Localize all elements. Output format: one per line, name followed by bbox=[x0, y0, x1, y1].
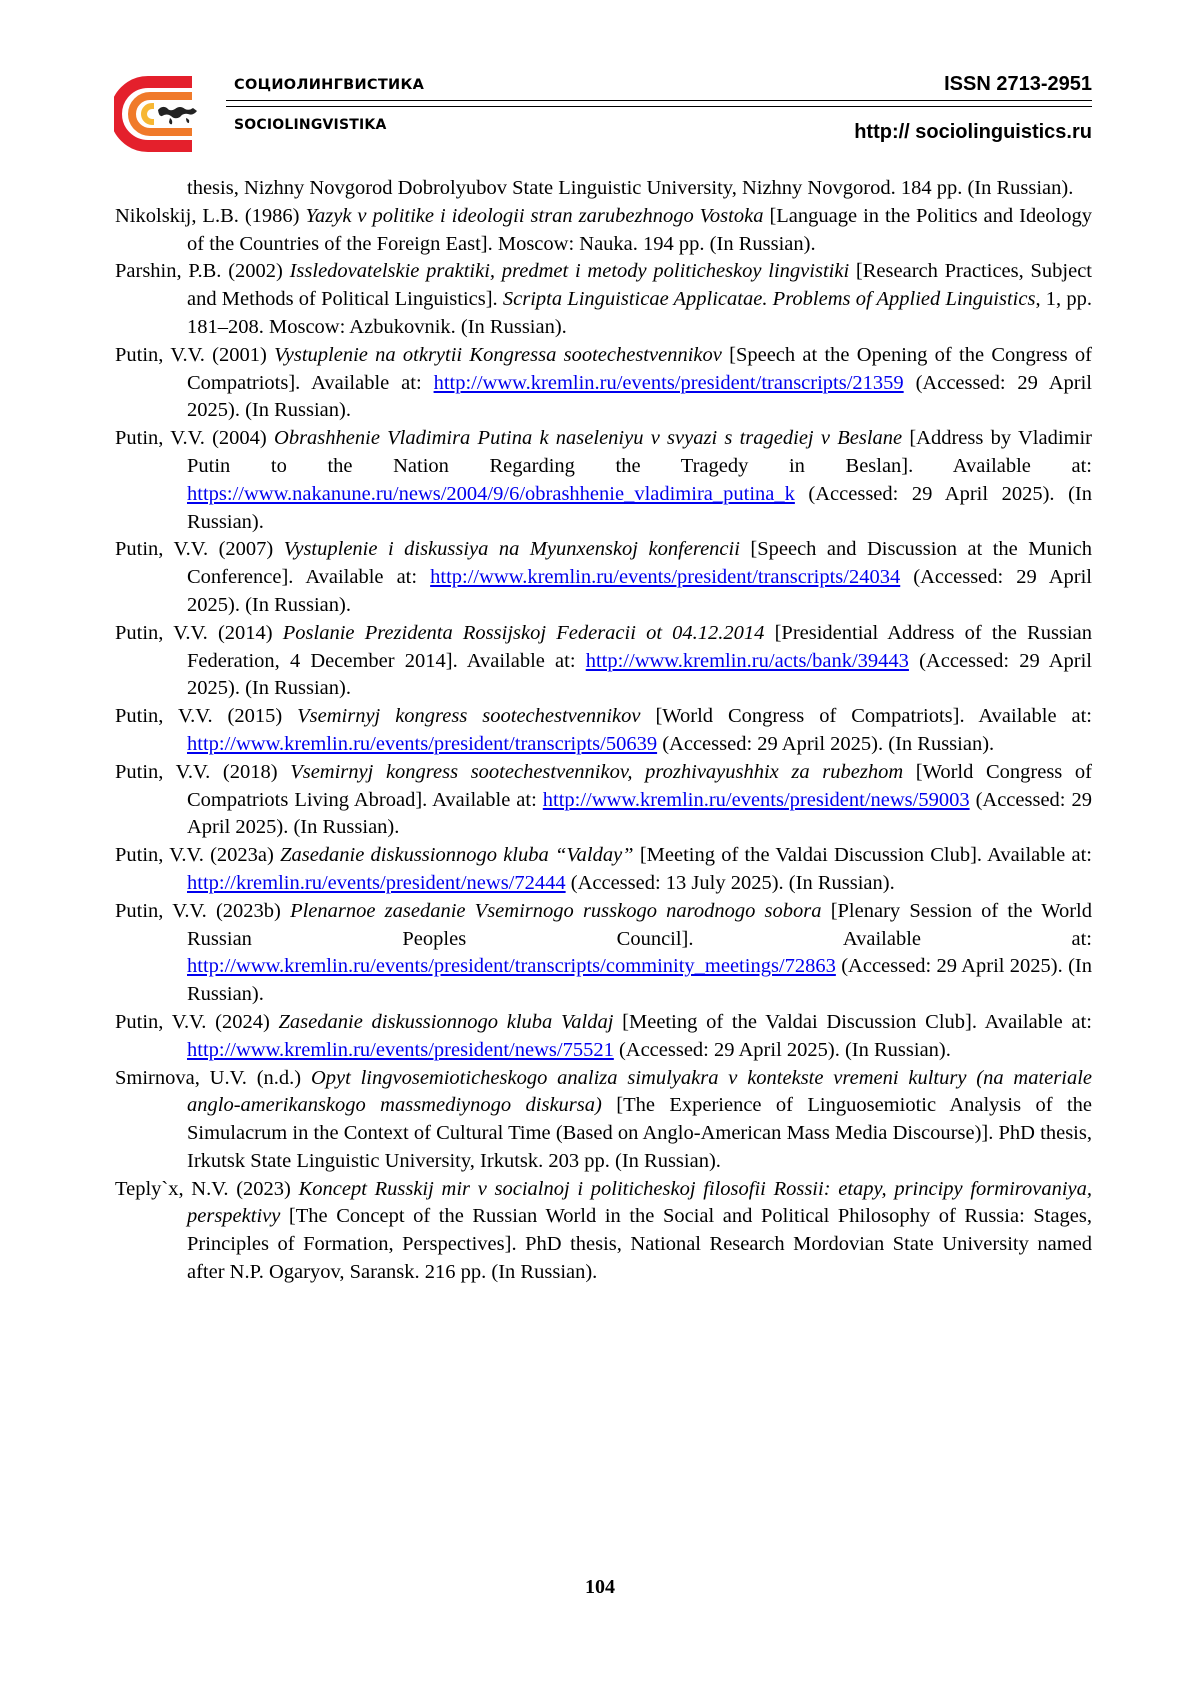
reference-link[interactable]: http://www.kremlin.ru/acts/bank/39443 bbox=[585, 649, 909, 672]
reference-item: thesis, Nizhny Novgorod Dobrolyubov State Linguistic University, Nizhny Novgorod. 184 pp. (In Russian). bbox=[187, 177, 1074, 199]
reference-title: Vsemirnyj kongress sootechestvennikov, prozhivayushhix za rubezhom bbox=[290, 760, 904, 783]
reference-item: Nikolskij, L.B. (1986) Yazyk v politike i ideologii stran zarubezhnogo Vostoka [Language in the Politics and Ideology of the Countries of the Foreign East]. Moscow: Nauka. 194 pp. (In Russian). bbox=[115, 204, 1092, 255]
header-rule bbox=[226, 100, 1092, 101]
reference-title: Zasedanie diskussionnogo kluba Valdaj bbox=[278, 1010, 614, 1033]
journal-title-en: SOCIOLINGVISTIKA bbox=[234, 117, 387, 133]
reference-link[interactable]: http://www.kremlin.ru/events/president/transcripts/50639 bbox=[187, 732, 658, 755]
journal-logo bbox=[114, 74, 214, 154]
reference-link[interactable]: http://www.kremlin.ru/events/president/transcripts/24034 bbox=[430, 566, 901, 589]
header-rule-thin bbox=[226, 106, 1092, 107]
reference-title: Vsemirnyj kongress sootechestvennikov bbox=[297, 705, 641, 728]
reference-item: Putin, V.V. (2018) Vsemirnyj kongress sootechestvennikov, prozhivayushhix za rubezhom [World Congress of Compatriots Living Abroad]. Available at: http://www.kremlin.ru/events/president/news/59003 (Accessed: 29 April 2025). (In Russian). bbox=[115, 760, 1093, 839]
reference-link[interactable]: https://www.nakanune.ru/news/2004/9/6/obrashhenie_vladimira_putina_k bbox=[187, 482, 795, 505]
reference-link[interactable]: http://kremlin.ru/events/president/news/72444 bbox=[187, 871, 566, 894]
issn: ISSN 2713-2951 bbox=[944, 73, 1092, 95]
reference-title: Zasedanie diskussionnogo kluba “Valday” bbox=[280, 844, 634, 867]
reference-link[interactable]: http://www.kremlin.ru/events/president/transcripts/comminity_meetings/72863 bbox=[187, 955, 836, 978]
reference-item: Teply`x, N.V. (2023) Koncept Russkij mir v socialnoj i politicheskoj filosofii Rossii: etapy, principy formirovaniya, perspektivy [The Concept of the Russian World in the Social and Political Philosophy of Russia: Stages, Principles of Formation, Perspectives]. PhD thesis, National Research Mordovian State University named after N.P. Ogaryov, Saransk. 216 pp. (In Russian). bbox=[115, 1177, 1092, 1284]
reference-title: Koncept Russkij mir v socialnoj i politicheskoj filosofii Rossii: etapy, principy formirovaniya, perspektivy bbox=[187, 1177, 1092, 1228]
reference-list bbox=[115, 175, 1092, 1287]
reference-item: Parshin, P.B. (2002) Issledovatelskie praktiki, predmet i metody politicheskoy lingvistiki [Research Practices, Subject and Methods of Political Linguistics]. Scripta Linguisticae Applicatae. Problems of Applied Linguistics, 1, pp. 181–208. Moscow: Azbukovnik. (In Russian). bbox=[115, 260, 1093, 338]
page-header bbox=[110, 62, 1092, 154]
reference-item: Putin, V.V. (2007) Vystuplenie i diskussiya na Myunxenskoj konferencii [Speech and Discussion at the Munich Conference]. Available at: http://www.kremlin.ru/events/president/transcripts/24034 (Accessed: 29 April 2025). (In Russian). bbox=[115, 538, 1092, 616]
reference-title: Plenarnoe zasedanie Vsemirnogo russkogo narodnogo sobora bbox=[290, 899, 822, 922]
journal-site: http:// sociolinguistics.ru bbox=[854, 121, 1092, 143]
reference-item: Putin, V.V. (2015) Vsemirnyj kongress sootechestvennikov [World Congress of Compatriots]. Available at: http://www.kremlin.ru/events/president/transcripts/50639 (Accessed: 29 April 2025). (In Russian). bbox=[115, 705, 1092, 755]
reference-title: Opyt lingvosemioticheskogo analiza simulyakra v kontekste vremeni kultury (na materiale anglo-amerikanskogo massmediynogo diskursa) bbox=[187, 1066, 1092, 1117]
reference-item: Putin, V.V. (2024) Zasedanie diskussionnogo kluba Valdaj [Meeting of the Valdai Discussion Club]. Available at: http://www.kremlin.ru/events/president/news/75521 (Accessed: 29 April 2025). (In Russian). bbox=[115, 1010, 1093, 1061]
reference-link[interactable]: http://www.kremlin.ru/events/president/news/75521 bbox=[187, 1038, 614, 1061]
reference-journal: Scripta Linguisticae Applicatae. Problems of Applied Linguistics bbox=[502, 288, 1036, 311]
reference-title: Poslanie Prezidenta Rossijskoj Federacii ot 04.12.2014 bbox=[282, 621, 765, 644]
reference-link[interactable]: http://www.kremlin.ru/events/president/transcripts/21359 bbox=[433, 371, 904, 394]
page-number: 104 bbox=[585, 1576, 615, 1598]
reference-item: Putin, V.V. (2001) Vystuplenie na otkrytii Kongressa sootechestvennikov [Speech at the Opening of the Congress of Compatriots]. Available at: http://www.kremlin.ru/events/president/transcripts/21359 (Accessed: 29 April 2025). (In Russian). bbox=[115, 343, 1092, 422]
reference-item: Putin, V.V. (2014) Poslanie Prezidenta Rossijskoj Federacii ot 04.12.2014 [Presidential Address of the Russian Federation, 4 December 2014]. Available at: http://www.kremlin.ru/acts/bank/39443 (Accessed: 29 April 2025). (In Russian). bbox=[115, 621, 1092, 700]
reference-item: Putin, V.V. (2004) Obrashhenie Vladimira Putina k naseleniyu v svyazi s tragediej v Beslane [Address by Vladimir Putin to the Nation Regarding the Tragedy in Beslan]. Available at: https://www.nakanune.ru/news/2004/9/6/obrashhenie_vladimira_putina_k (Accessed: 29 April 2025). (In Russian). bbox=[115, 427, 1092, 533]
reference-item: Putin, V.V. (2023a) Zasedanie diskussionnogo kluba “Valday” [Meeting of the Valdai Discussion Club]. Available at: http://kremlin.ru/events/president/news/72444 (Accessed: 13 July 2025). (In Russian). bbox=[115, 844, 1093, 894]
reference-item: Smirnova, U.V. (n.d.) Opyt lingvosemioticheskogo analiza simulyakra v kontekste vremeni kultury (na materiale anglo-amerikanskogo massmediynogo diskursa) [The Experience of Linguosemiotic Analysis of the Simulacrum in the Context of Cultural Time (Based on Anglo-American Mass Media Discourse)]. PhD thesis, Irkutsk State Linguistic University, Irkutsk. 203 pp. (In Russian). bbox=[115, 1066, 1092, 1172]
reference-item: Putin, V.V. (2023b) Plenarnoe zasedanie Vsemirnogo russkogo narodnogo sobora [Plenary Session of the World Russian Peoples Council]. Available at: http://www.kremlin.ru/events/president/transcripts/comminity_meetings/72863 (Accessed: 29 April 2025). (In Russian). bbox=[115, 899, 1092, 1006]
reference-title: Obrashhenie Vladimira Putina k naseleniyu v svyazi s tragediej v Beslane bbox=[274, 427, 903, 450]
reference-link[interactable]: http://www.kremlin.ru/events/president/news/59003 bbox=[542, 788, 970, 811]
reference-title: Issledovatelskie praktiki, predmet i metody politicheskoy lingvistiki bbox=[289, 260, 850, 283]
journal-title-ru: СОЦИОЛИНГВИСТИКА bbox=[234, 77, 425, 93]
reference-title: Vystuplenie na otkrytii Kongressa sootechestvennikov bbox=[274, 343, 722, 366]
reference-title: Yazyk v politike i ideologii stran zarubezhnogo Vostoka bbox=[305, 204, 764, 227]
reference-title: Vystuplenie i diskussiya na Myunxenskoj konferencii bbox=[283, 538, 740, 561]
